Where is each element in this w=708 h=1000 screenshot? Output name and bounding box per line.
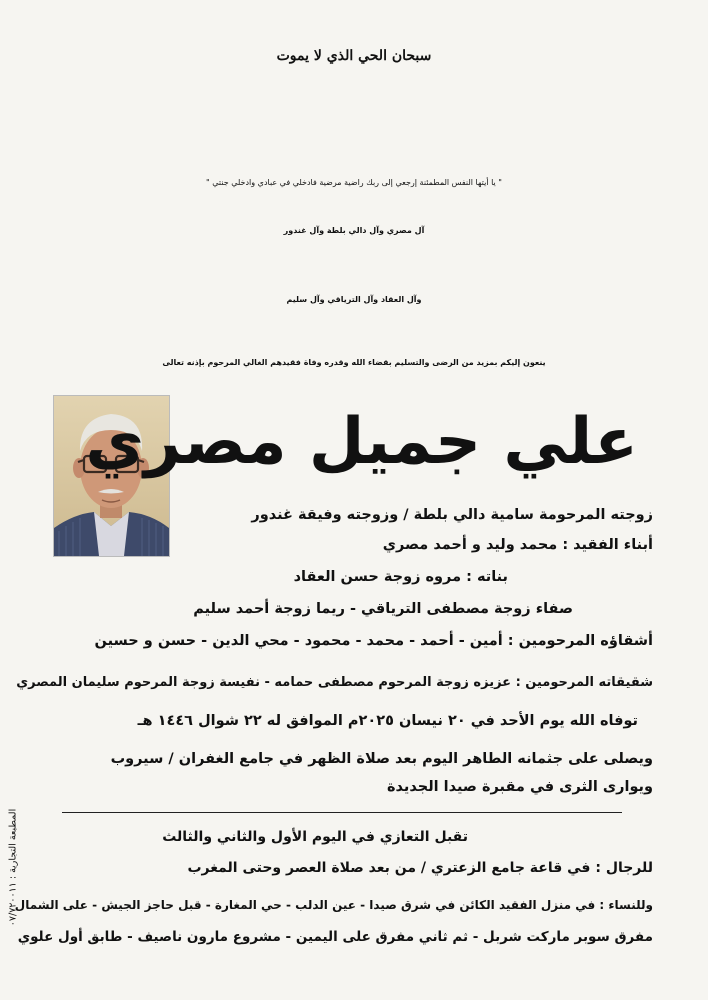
- wife-line: زوجته المرحومة سامية دالي بلطة / وزوجته وفيقة غندور: [251, 507, 653, 523]
- sisters-line: شقيقاته المرحومين : عزيزه زوجة المرحوم مصطفى حمامه - نفيسة زوجة المرحوم سليمان المصري: [16, 675, 653, 690]
- condolences-title: تقبل التعازي في اليوم الأول والثاني والثالث: [162, 829, 468, 845]
- brothers-line: أشقاؤه المرحومين : أمين - أحمد - محمد - محمود - محي الدين - حسن و حسين: [94, 633, 653, 649]
- death-date-line: توفاه الله يوم الأحد في ٢٠ نيسان ٢٠٢٥م الموافق له ٢٢ شوال ١٤٤٦ هـ: [137, 713, 638, 729]
- burial-line: ويوارى الثرى في مقبرة صيدا الجديدة: [386, 779, 653, 795]
- printer-credit: المطبعة التجارية : ٠٧/٧٢٠٠١١: [7, 808, 19, 927]
- calligraphy-title: سبحان الحي الذي لا يموت: [276, 48, 432, 64]
- condolences-men-line: للرجال : في قاعة جامع الزعتري / من بعد صلاة العصر وحتى المغرب: [187, 860, 653, 876]
- condolences-women-directions: مفرق سوبر ماركت شربل - ثم ثاني مفرق على اليمين - مشروع مارون ناصيف - طابق أول علوي: [17, 929, 653, 945]
- daughters-line-2: صفاء زوجة مصطفى الترياقي - ريما زوجة أحمد سليم: [193, 601, 573, 617]
- section-divider: [62, 812, 622, 813]
- families-line-2: وآل العقاد وآل الترياقي وآل سليم: [286, 295, 422, 304]
- quran-verse: " يا أيتها النفس المطمئنة إرجعي إلى ربك راضية مرضية فادخلي في عبادي وادخلي جنتي ": [206, 178, 502, 187]
- deceased-name: علي جميل مصري: [85, 405, 638, 479]
- announcement-text: ينعون إليكم بمزيد من الرضى والتسليم بقضاء الله وقدره وفاة فقيدهم الغالي المرحوم بإذنه تعالى: [162, 358, 546, 367]
- sons-line: أبناء الفقيد : محمد وليد و أحمد مصري: [382, 537, 653, 553]
- condolences-women-line: وللنساء : في منزل الفقيد الكائن في شرق صيدا - عين الدلب - حي المغارة - قبل حاجز الجيش - على الشمال: [14, 898, 653, 912]
- families-line-1: آل مصري وآل دالي بلطة وآل غندور: [283, 226, 425, 235]
- daughters-line-1: بناته : مروه زوجة حسن العقاد: [293, 569, 508, 585]
- funeral-prayer-line: ويصلى على جثمانه الطاهر اليوم بعد صلاة الظهر في جامع الغفران / سيروب: [110, 751, 653, 767]
